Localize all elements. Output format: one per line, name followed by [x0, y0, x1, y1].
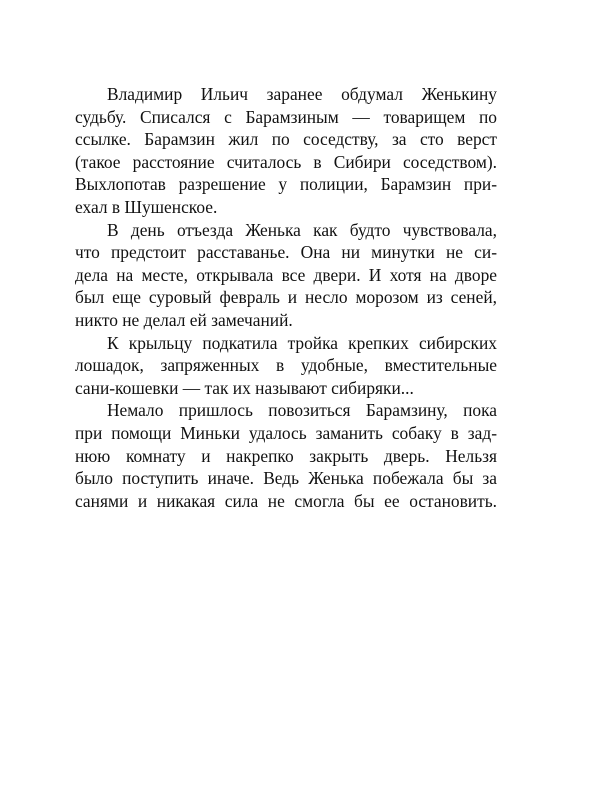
- paragraph-4: [75, 399, 497, 512]
- text-line: (такое расстояние считалось в Сибири соседством).: [75, 151, 497, 172]
- text-line: было поступить иначе. Ведь Женька побежала бы за: [75, 468, 497, 489]
- text-line: Владимир Ильич заранее обдумал Женькину: [107, 84, 497, 104]
- text-line: никто не делал ей замечаний.: [75, 309, 293, 330]
- text-line: нюю комнату и накрепко закрыть дверь. Нельзя: [75, 445, 497, 466]
- text-line: что предстоит расставанье. Она ни минутки не си-: [75, 242, 497, 263]
- text-line: лошадок, запряженных в удобные, вместительные: [75, 355, 497, 376]
- text-line: судьбу. Списался с Барамзиным — товарищем по: [75, 106, 497, 127]
- text-line: дела на месте, открывала все двери. И хотя на дворе: [75, 264, 497, 285]
- paragraph-2: [75, 219, 497, 332]
- paragraph-1: [75, 83, 497, 219]
- text-line: санями и никакая сила не смогла бы ее остановить.: [75, 490, 497, 511]
- text-line: К крыльцу подкатила тройка крепких сибирских: [107, 332, 497, 353]
- text-line: В день отъезда Женька как будто чувствовала,: [107, 219, 497, 240]
- body-text: [75, 83, 497, 512]
- text-line: сани-кошевки — так их называют сибиряки...: [75, 377, 414, 398]
- text-line: был еще суровый февраль и несло морозом из сеней,: [75, 287, 497, 308]
- paragraph-3: [75, 332, 497, 400]
- text-line: Выхлопотав разрешение у полиции, Барамзин при-: [75, 174, 497, 195]
- text-line: ссылке. Барамзин жил по соседству, за сто верст: [75, 129, 497, 150]
- text-line: ехал в Шушенское.: [75, 196, 218, 217]
- text-line: при помощи Миньки удалось заманить собаку в зад-: [75, 422, 497, 443]
- text-line: Немало пришлось повозиться Барамзину, пока: [107, 400, 497, 421]
